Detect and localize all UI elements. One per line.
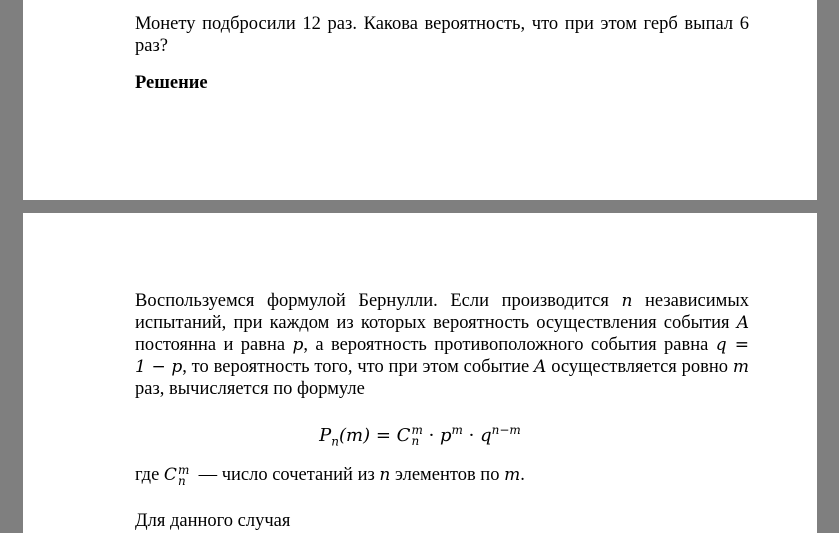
- text: независимых: [645, 291, 750, 311]
- page-2: [23, 213, 817, 533]
- solution-line-4: [135, 356, 749, 378]
- text: — число сочетаний из: [198, 465, 375, 485]
- period: .: [520, 465, 525, 485]
- formula-q: q: [480, 425, 492, 446]
- text: испытаний, при каждом из которых вероятность осуществления события: [135, 313, 730, 333]
- formula-p-sup: m: [451, 423, 463, 437]
- combination-C: C: [163, 465, 177, 485]
- formula-P-sub: n: [331, 434, 340, 449]
- where-line: [135, 464, 749, 487]
- text: где: [135, 465, 160, 485]
- formula-C-sup: m: [411, 423, 423, 437]
- text: Воспользуемся формулой Бернулли. Если производится: [135, 291, 609, 311]
- problem-line-1: Монету подбросили 12 раз. Какова вероятность, что при этом герб выпал 6: [135, 14, 749, 34]
- formula-P: P: [319, 425, 332, 446]
- solution-line-2: [135, 312, 749, 334]
- solution-line-3: [135, 334, 749, 356]
- symbol-m: m: [732, 357, 750, 377]
- one-minus: 1 −: [135, 357, 172, 377]
- problem-line-2: раз?: [135, 36, 168, 56]
- formula-dot: ·: [462, 425, 481, 446]
- formula-dot: ·: [422, 425, 441, 446]
- text: , а вероятность противоположного события равна: [303, 335, 709, 355]
- combination-sup: m: [177, 462, 190, 477]
- formula-q-sup: n−m: [491, 423, 521, 437]
- symbol-p: p: [171, 357, 183, 377]
- bernoulli-formula: [23, 423, 817, 449]
- text: элементов по: [394, 465, 500, 485]
- formula-C: C: [396, 425, 411, 446]
- symbol-m: m: [504, 465, 521, 485]
- symbol-A: A: [534, 357, 547, 377]
- formula-C-sub: n: [411, 434, 420, 448]
- text: постоянна и равна: [135, 335, 286, 355]
- solution-line-5: раз, вычисляется по формуле: [135, 379, 365, 399]
- last-line: Для данного случая: [135, 511, 291, 531]
- combination-sub: n: [177, 473, 186, 488]
- formula-arg: (m) =: [339, 425, 397, 446]
- solution-heading: Решение: [135, 73, 208, 93]
- text: , то вероятность того, что при этом событие: [182, 357, 530, 377]
- text: осуществляется ровно: [551, 357, 729, 377]
- formula-p: p: [440, 425, 452, 446]
- symbol-A: A: [736, 313, 750, 333]
- page-1: [23, 0, 817, 200]
- symbol-q-eq: q =: [715, 335, 750, 355]
- symbol-n: n: [379, 465, 391, 485]
- symbol-p: p: [292, 335, 304, 355]
- symbol-n: n: [621, 291, 633, 311]
- solution-line-1: [135, 290, 749, 312]
